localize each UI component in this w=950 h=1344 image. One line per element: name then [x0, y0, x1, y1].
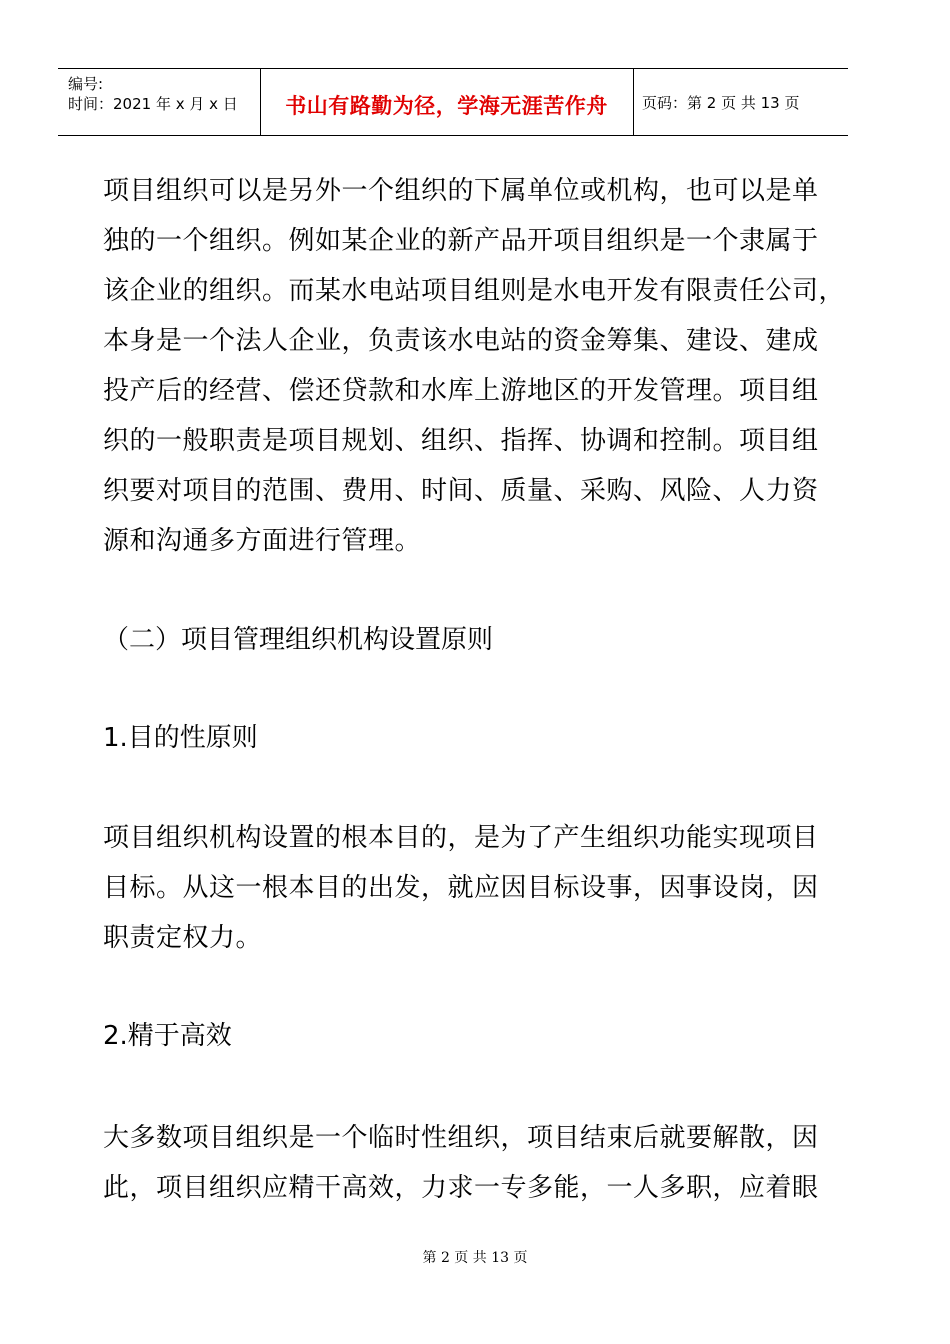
- header-motto: 书山有路勤为径，学海无涯苦作舟: [285, 94, 608, 118]
- paragraph-line: 项目组织机构设置的根本目的，是为了产生组织功能实现项目: [103, 823, 819, 853]
- item2-heading: 2.精于高效: [103, 1021, 232, 1051]
- paragraph-line: 该企业的组织。而某水电站项目组则是水电开发有限责任公司，: [103, 276, 846, 306]
- paragraph-line: 本身是一个法人企业，负责该水电站的资金筹集、建设、建成: [103, 326, 819, 356]
- paragraph-line: 职责定权力。: [103, 923, 263, 953]
- item1-heading: 1.目的性原则: [103, 723, 258, 753]
- page-header: [58, 68, 848, 136]
- paragraph-line: 源和沟通多方面进行管理。: [103, 526, 422, 556]
- paragraph-line: 大多数项目组织是一个临时性组织，项目结束后就要解散，因: [103, 1123, 819, 1153]
- section-heading: （二）项目管理组织机构设置原则: [103, 625, 494, 655]
- paragraph-line: 投产后的经营、偿还贷款和水库上游地区的开发管理。项目组: [103, 376, 819, 406]
- header-page-info: 页码：第 2 页 共 13 页: [642, 94, 800, 112]
- header-divider-right: [633, 68, 634, 136]
- paragraph-line: 此，项目组织应精干高效，力求一专多能，一人多职，应着眼: [103, 1173, 819, 1203]
- page-footer: 第 2 页 共 13 页: [422, 1250, 528, 1266]
- paragraph-line: 独的一个组织。例如某企业的新产品开项目组织是一个隶属于: [103, 226, 819, 256]
- paragraph-line: 目标。从这一根本目的出发，就应因目标设事，因事设岗，因: [103, 873, 819, 903]
- paragraph-line: 织要对项目的范围、费用、时间、质量、采购、风险、人力资: [103, 476, 819, 506]
- header-top-rule: [58, 68, 848, 69]
- number-label: 编号:: [68, 75, 104, 93]
- time-label: 时间：2021 年 x 月 x 日: [68, 95, 238, 113]
- header-meta: [68, 74, 238, 114]
- header-bottom-rule: [58, 135, 848, 136]
- paragraph-line: 项目组织可以是另外一个组织的下属单位或机构，也可以是单: [103, 176, 819, 206]
- paragraph-line: 织的一般职责是项目规划、组织、指挥、协调和控制。项目组: [103, 426, 819, 456]
